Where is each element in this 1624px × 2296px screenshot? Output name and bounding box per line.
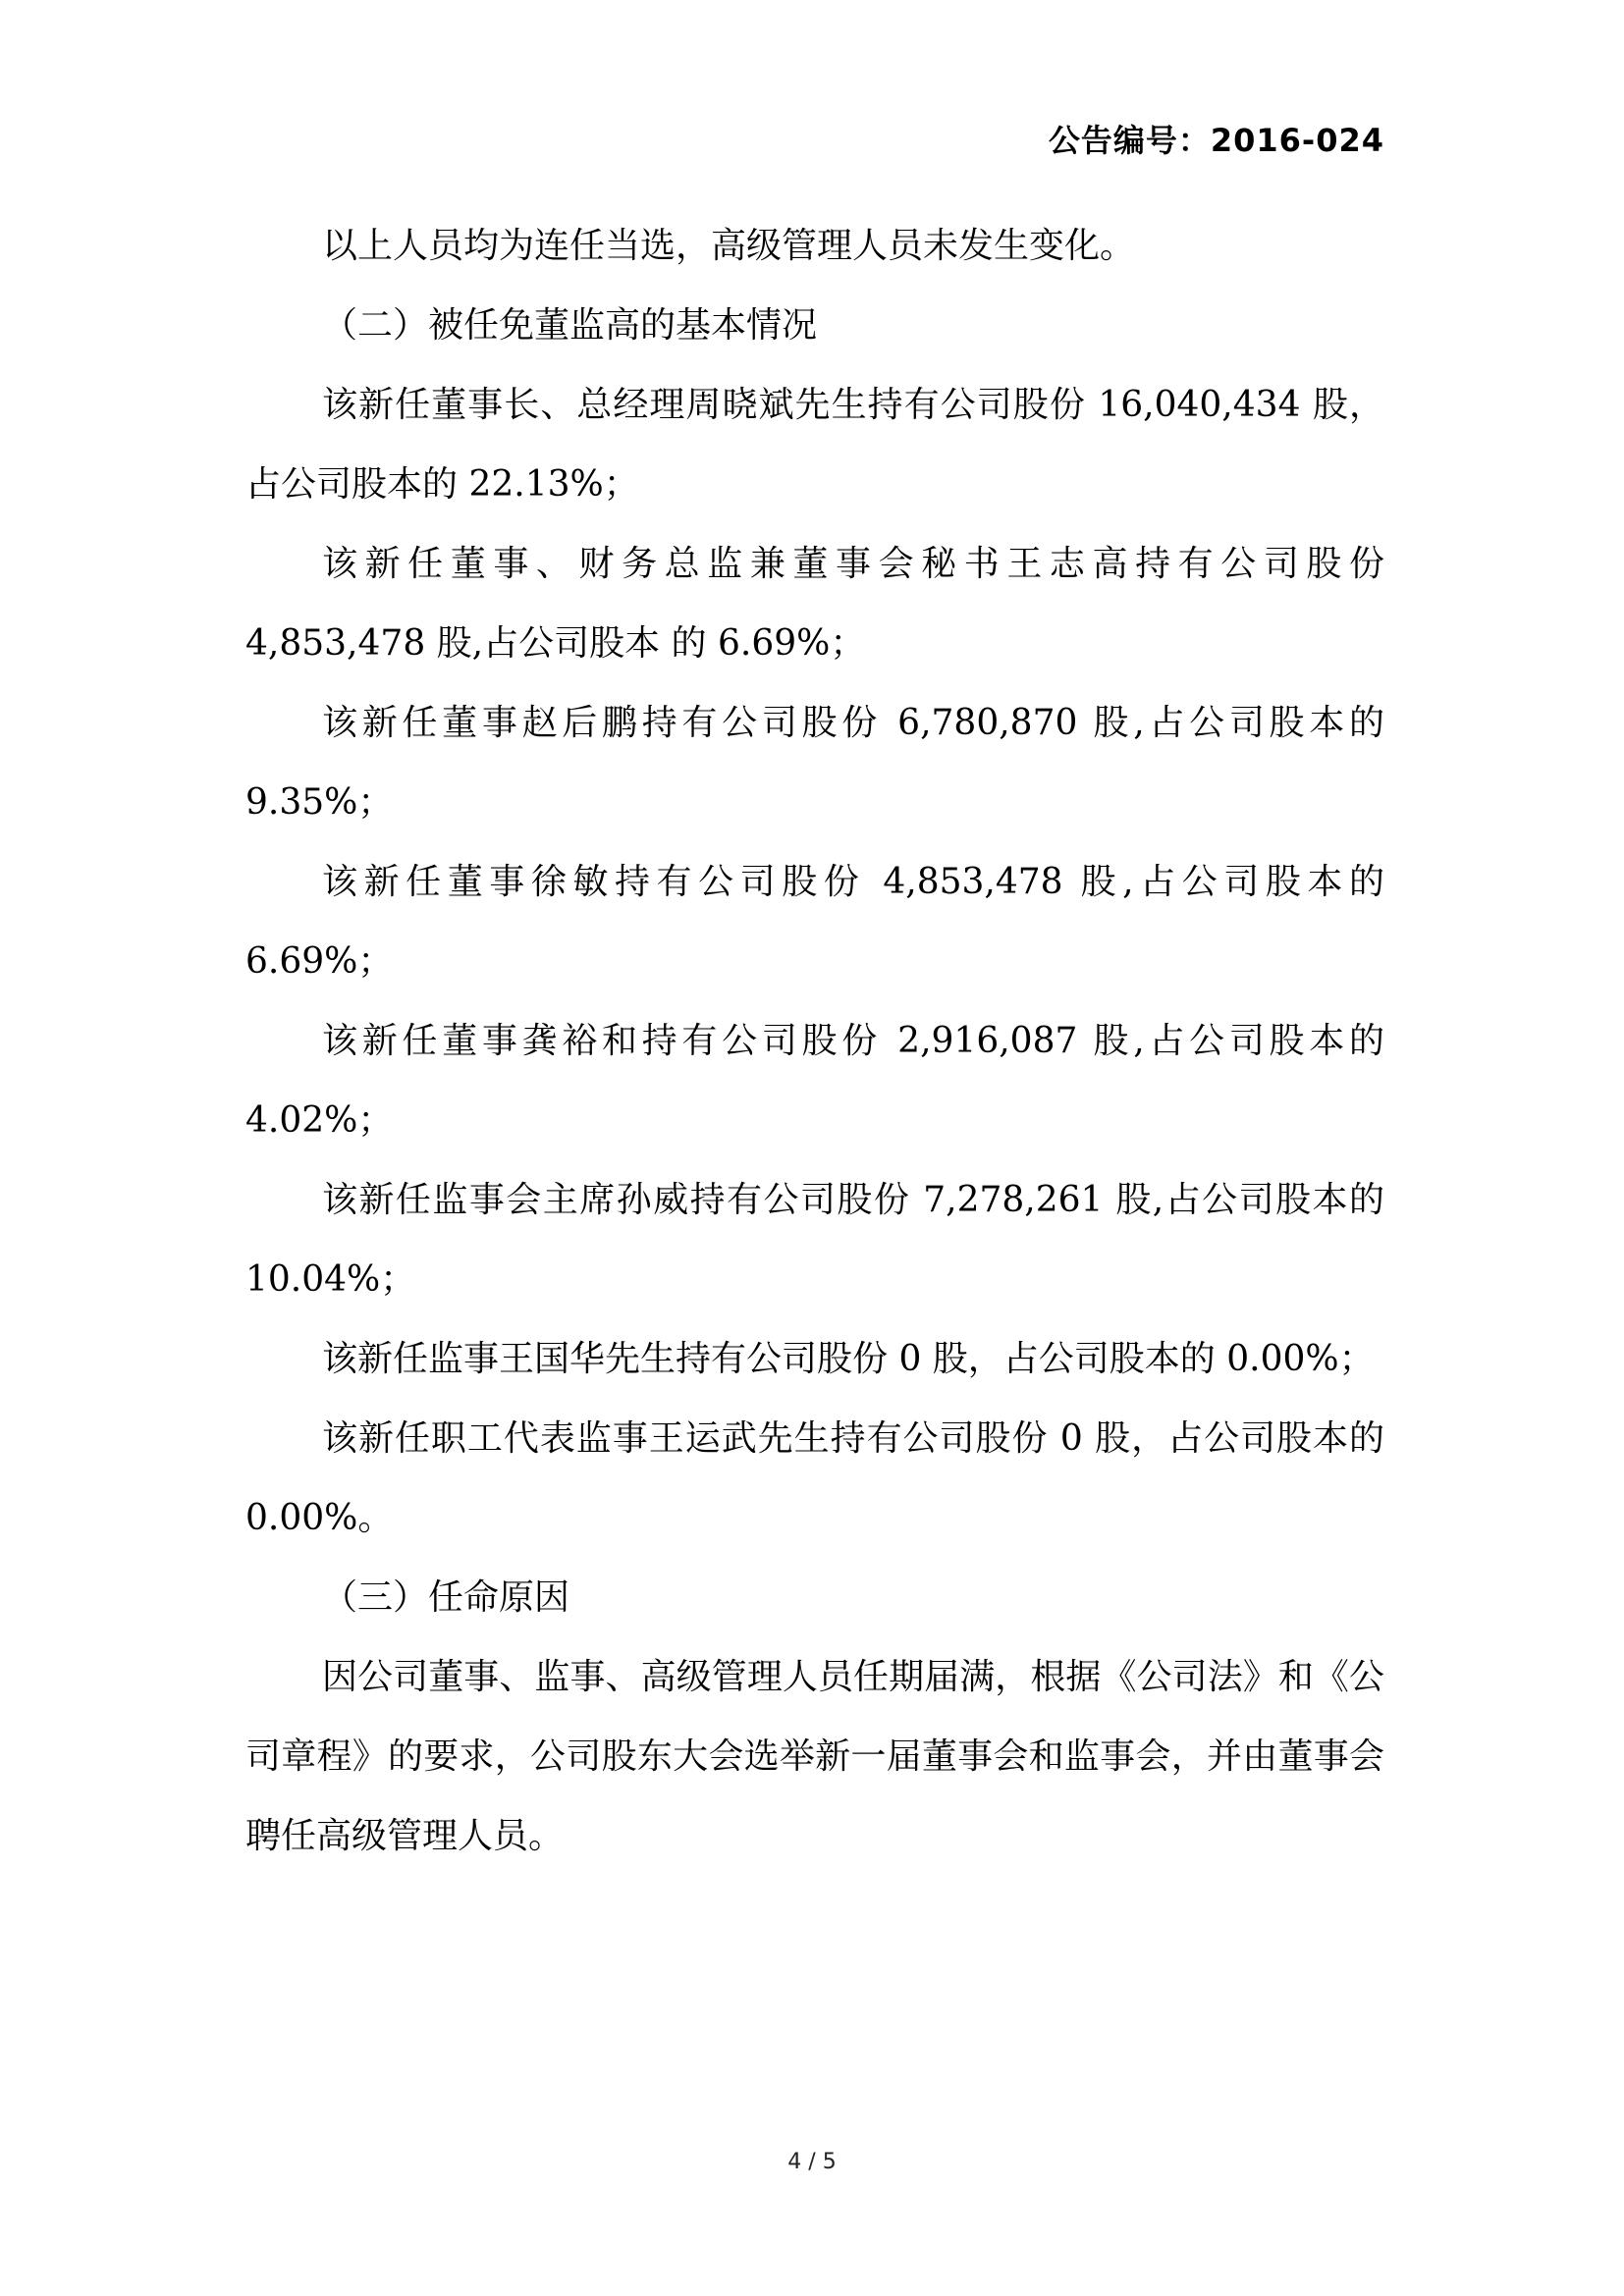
paragraph-supervisor-chair-shares: 该新任监事会主席孙威持有公司股份 7,278,261 股,占公司股本的 10.04%； — [245, 1180, 1384, 1300]
section-heading-basic-info: （二）被任免董监高的基本情况 — [322, 305, 818, 346]
document-body — [245, 206, 1384, 1876]
paragraph-reelection-note: 以上人员均为连任当选，高级管理人员未发生变化。 — [322, 226, 1136, 266]
paragraph-appointment-reason: 因公司董事、监事、高级管理人员任期届满，根据《公司法》和《公司章程》的要求，公司股东大会选举新一届董事会和监事会，并由董事会聘任高级管理人员。 — [245, 1657, 1384, 1856]
section-heading-appointment-reason: （三）任命原因 — [322, 1577, 570, 1618]
paragraph-chairman-shares: 该新任董事长、总经理周晓斌先生持有公司股份 16,040,434 股，占公司股本的 22.13%； — [245, 385, 1384, 505]
paragraph-director-xu-shares: 该新任董事徐敏持有公司股份 4,853,478 股,占公司股本的 6.69%； — [245, 862, 1384, 982]
paragraph-employee-supervisor-shares: 该新任职工代表监事王运武先生持有公司股份 0 股，占公司股本的 0.00%。 — [245, 1418, 1384, 1538]
announcement-number: 公告编号：2016-024 — [1048, 122, 1384, 159]
paragraph-director-zhao-shares: 该新任董事赵后鹏持有公司股份 6,780,870 股,占公司股本的 9.35%； — [245, 703, 1384, 823]
paragraph-director-gong-shares: 该新任董事龚裕和持有公司股份 2,916,087 股,占公司股本的 4.02%； — [245, 1021, 1384, 1141]
paragraph-cfo-shares: 该新任董事、财务总监兼董事会秘书王志高持有公司股份 4,853,478 股,占公司股本 的 6.69%； — [245, 544, 1384, 664]
page-number: 4 / 5 — [787, 2150, 837, 2174]
paragraph-supervisor-wang-shares: 该新任监事王国华先生持有公司股份 0 股，占公司股本的 0.00%； — [322, 1339, 1375, 1379]
